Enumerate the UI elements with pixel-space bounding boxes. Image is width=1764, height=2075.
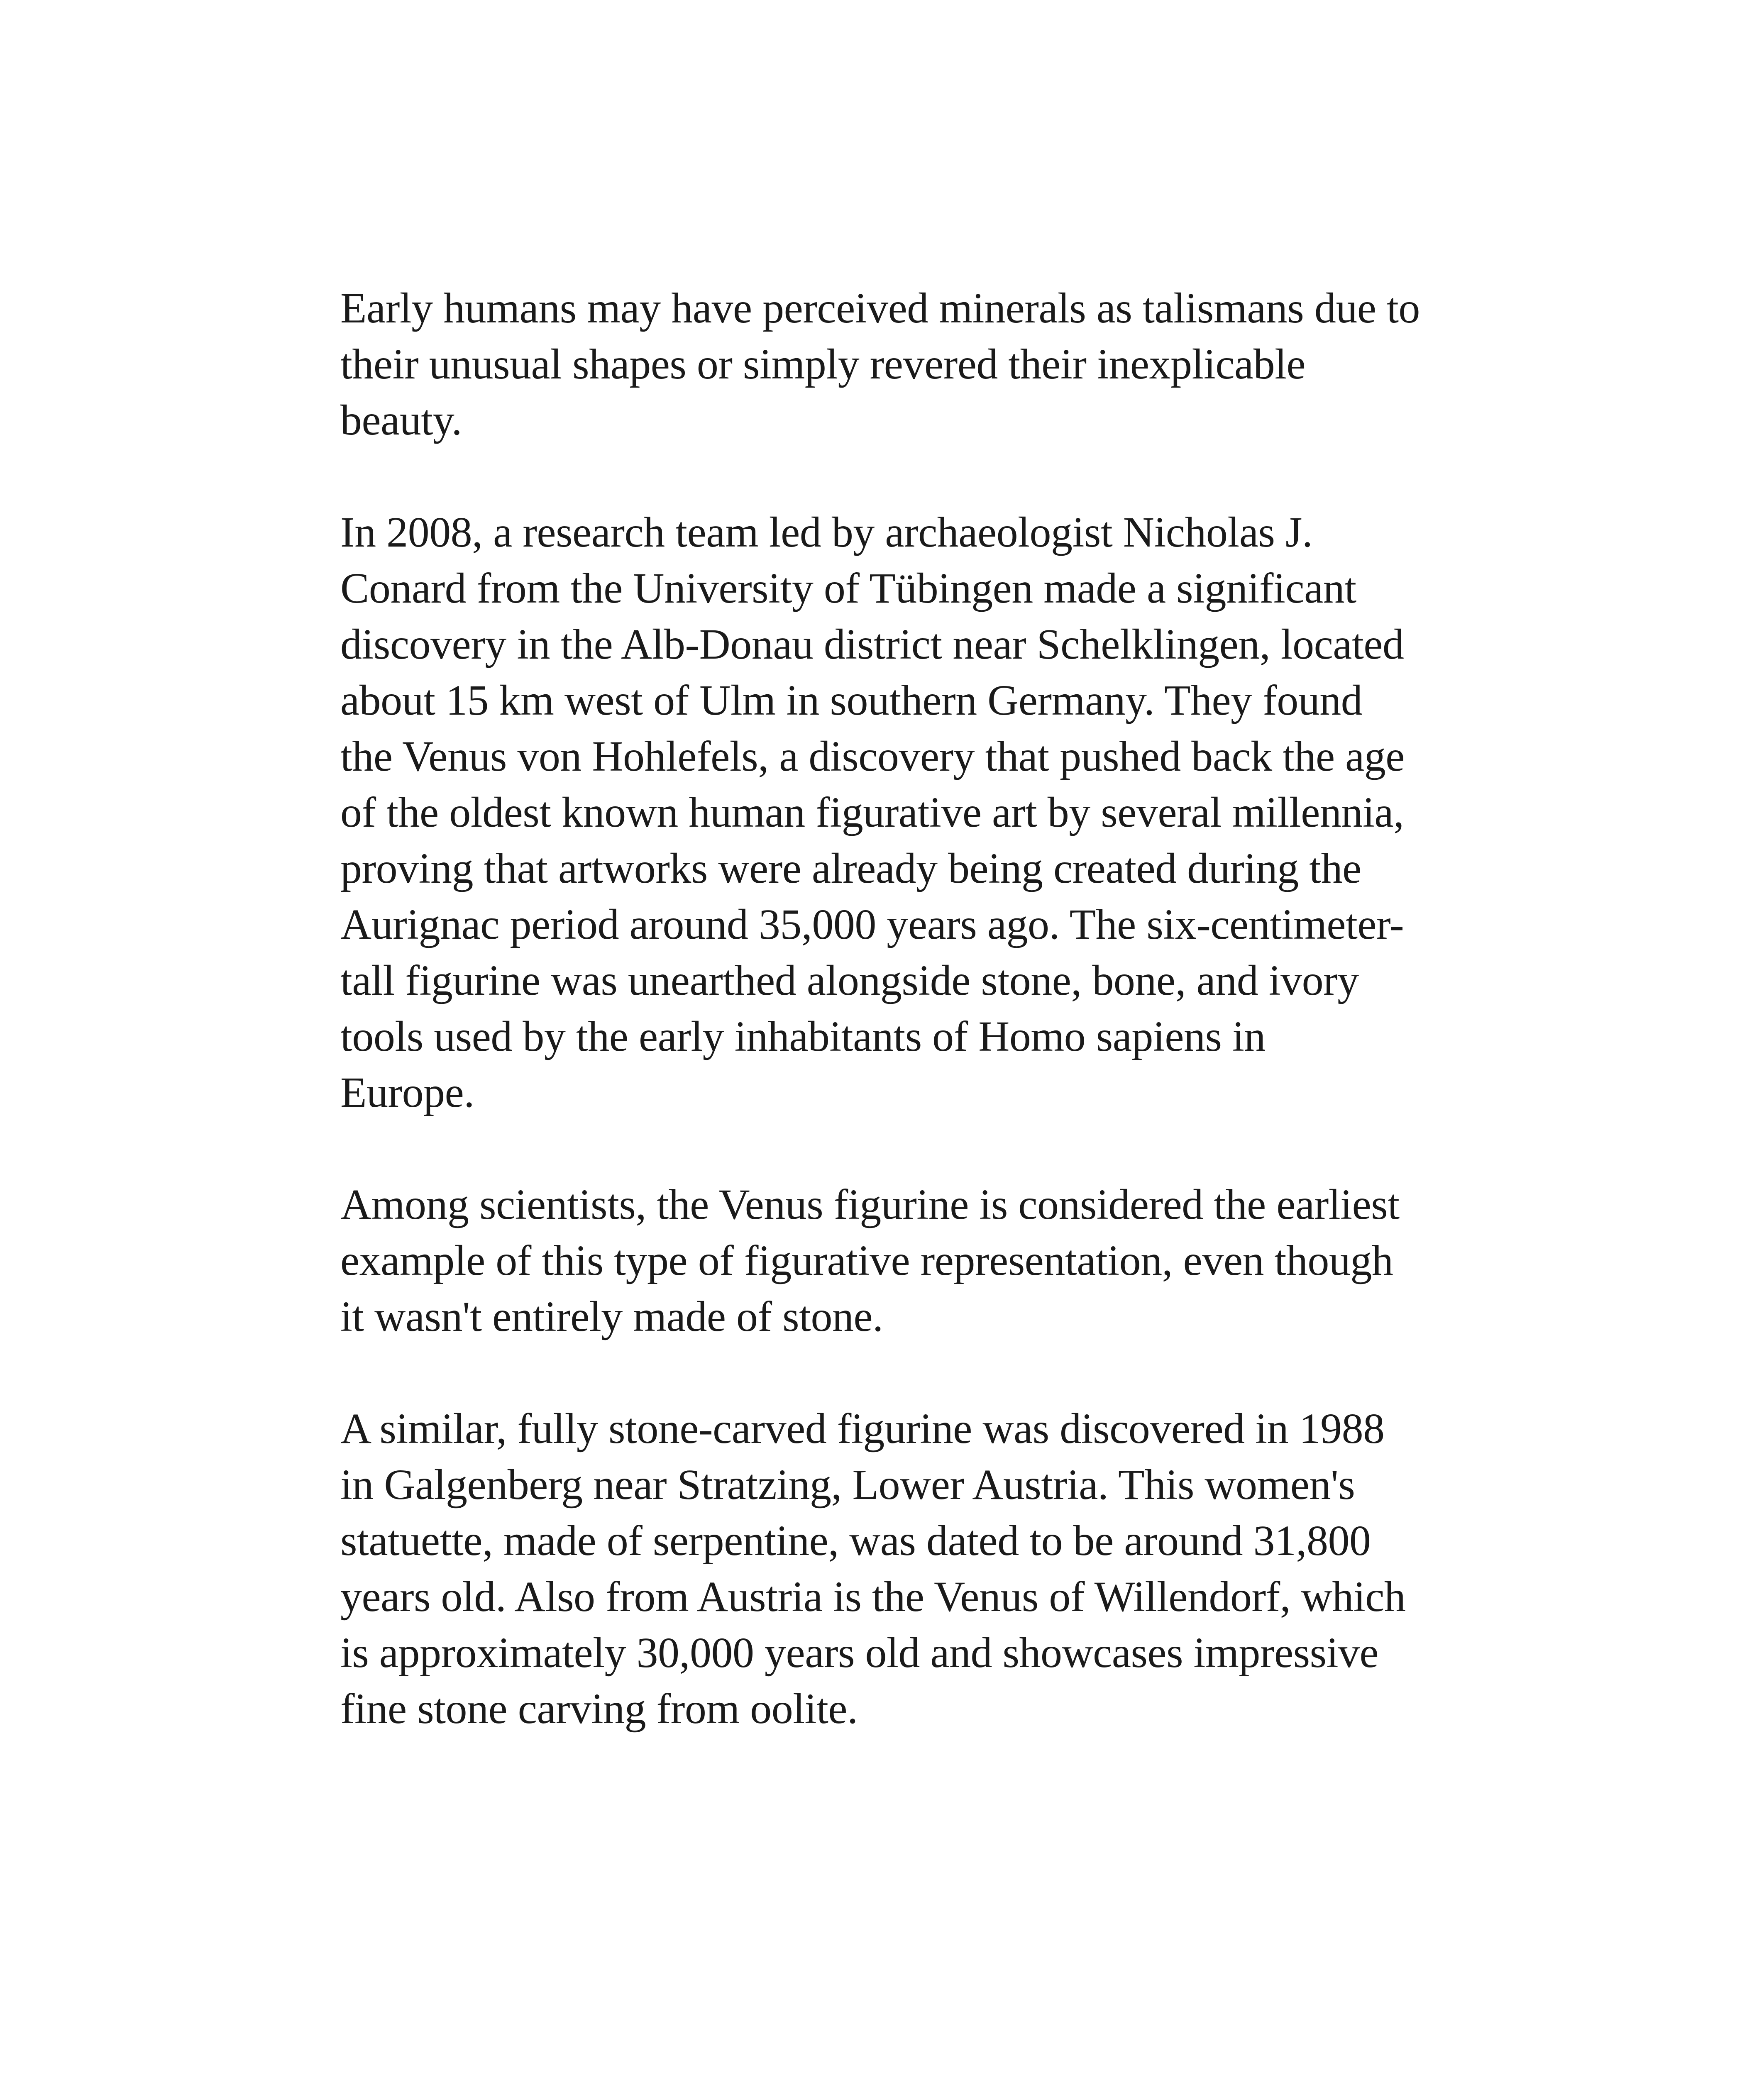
paragraph-galgenberg-willendorf: A similar, fully stone-carved figurine was discovered in 1988 in Galgenberg near Stratzing, Lower Austria. This women's statuette, made of serpentine, was dated to be around 31,800 years old. Also from Austria is the Venus of Willendorf, which is approximately 30,000 years old and showcases impressive fine stone carving from oolite.: [340, 1405, 1406, 1733]
paragraph-talismans: Early humans may have perceived minerals as talismans due to their unusual shapes or simply revered their inexplicable beauty.: [340, 284, 1420, 444]
paragraph-venus-hohlefels: In 2008, a research team led by archaeologist Nicholas J. Conard from the University of Tübingen made a significant discovery in the Alb-Donau district near Schelklingen, located about 15 km west of Ulm in southern Germany. They found the Venus von Hohlefels, a discovery that pushed back the age of the oldest known human figurative art by several millennia, proving that artworks were already being created during the Aurignac period around 35,000 years ago. The six-centimeter- tall figurine was unearthed alongside stone, bone, and ivory tools used by the early inhabitants of Homo sapiens in Europe.: [340, 508, 1405, 1116]
paragraph-earliest-example: Among scientists, the Venus figurine is considered the earliest example of this type of figurative representation, even though it wasn't entirely made of stone.: [340, 1181, 1400, 1340]
body-text: [340, 280, 1461, 1793]
